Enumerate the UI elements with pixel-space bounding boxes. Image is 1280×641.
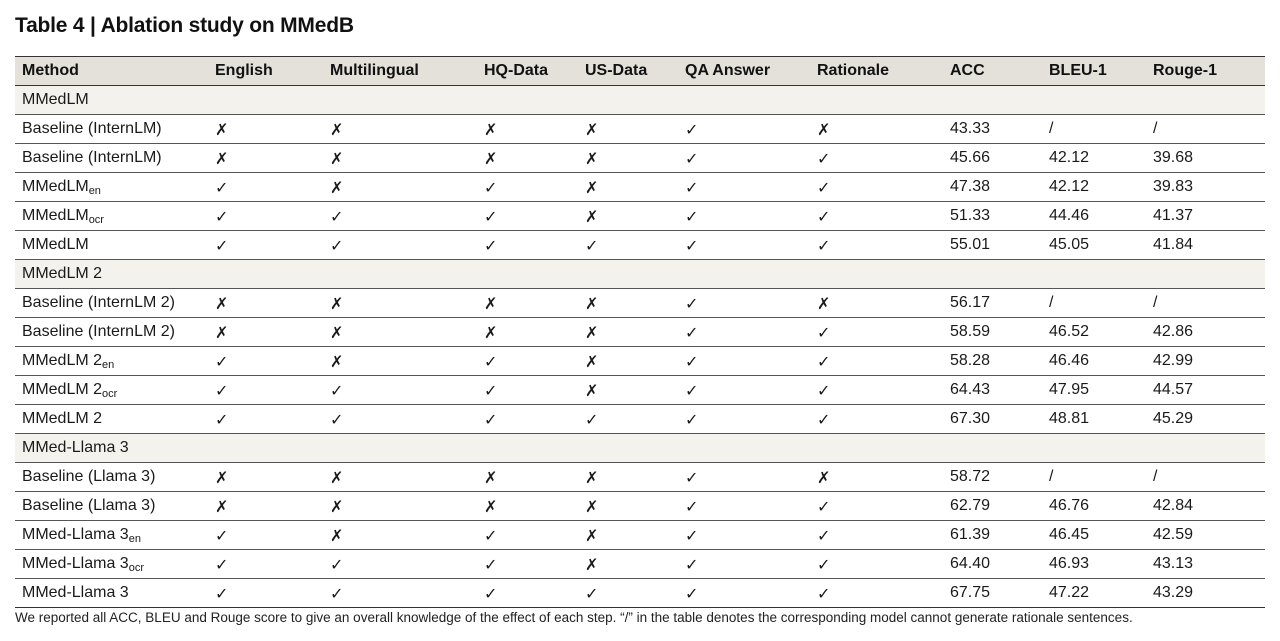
rationale-cell: ✓ xyxy=(810,144,943,173)
rouge-1-cell: 42.59 xyxy=(1146,521,1265,550)
rationale-cell: ✓ xyxy=(810,347,943,376)
us-data-cell: ✓ xyxy=(578,579,678,608)
us-data-cell: ✗ xyxy=(578,115,678,144)
column-header-hq-data: HQ-Data xyxy=(477,57,578,86)
rationale-cell: ✓ xyxy=(810,579,943,608)
qa-answer-cell: ✓ xyxy=(678,115,810,144)
rationale-cell: ✓ xyxy=(810,405,943,434)
multilingual-cell: ✓ xyxy=(323,405,477,434)
method-name: MMedLM 2 xyxy=(22,410,103,427)
method-name: MMedLM 2 xyxy=(22,381,103,398)
method-name: MMedLM 2 xyxy=(22,352,103,369)
multilingual-cell: ✗ xyxy=(323,144,477,173)
table-row xyxy=(15,173,1265,202)
method-cell xyxy=(15,289,208,318)
english-cell: ✗ xyxy=(208,289,323,318)
method-name: Baseline (Llama 3) xyxy=(22,497,156,514)
bleu-1-cell: 46.76 xyxy=(1042,492,1146,521)
qa-answer-cell: ✓ xyxy=(678,347,810,376)
bleu-1-cell: 47.22 xyxy=(1042,579,1146,608)
rouge-1-cell: 43.13 xyxy=(1146,550,1265,579)
method-name: MMedLM xyxy=(22,178,89,195)
bleu-1-cell: / xyxy=(1042,115,1146,144)
rationale-cell: ✓ xyxy=(810,376,943,405)
multilingual-cell: ✓ xyxy=(323,376,477,405)
table-row xyxy=(15,463,1265,492)
bleu-1-cell: 46.52 xyxy=(1042,318,1146,347)
hq-data-cell: ✗ xyxy=(477,492,578,521)
method-name: Baseline (InternLM 2) xyxy=(22,323,175,340)
multilingual-cell: ✗ xyxy=(323,521,477,550)
column-header-bleu-1: BLEU-1 xyxy=(1042,57,1146,86)
hq-data-cell: ✓ xyxy=(477,173,578,202)
bleu-1-cell: 42.12 xyxy=(1042,173,1146,202)
acc-cell: 45.66 xyxy=(943,144,1042,173)
method-cell xyxy=(15,144,208,173)
hq-data-cell: ✗ xyxy=(477,318,578,347)
us-data-cell: ✗ xyxy=(578,521,678,550)
group-label: MMedLM xyxy=(15,86,1265,115)
multilingual-cell: ✗ xyxy=(323,318,477,347)
method-name: MMed-Llama 3 xyxy=(22,584,129,601)
rationale-cell: ✓ xyxy=(810,318,943,347)
group-row xyxy=(15,86,1265,115)
column-header-english: English xyxy=(208,57,323,86)
table-row xyxy=(15,231,1265,260)
us-data-cell: ✓ xyxy=(578,405,678,434)
method-name: Baseline (InternLM) xyxy=(22,149,162,166)
bleu-1-cell: 46.93 xyxy=(1042,550,1146,579)
acc-cell: 58.59 xyxy=(943,318,1042,347)
method-cell xyxy=(15,376,208,405)
english-cell: ✓ xyxy=(208,521,323,550)
rouge-1-cell: 42.99 xyxy=(1146,347,1265,376)
rouge-1-cell: 39.83 xyxy=(1146,173,1265,202)
column-header-rationale: Rationale xyxy=(810,57,943,86)
hq-data-cell: ✗ xyxy=(477,144,578,173)
us-data-cell: ✗ xyxy=(578,550,678,579)
rationale-cell: ✓ xyxy=(810,492,943,521)
column-header-qa-answer: QA Answer xyxy=(678,57,810,86)
multilingual-cell: ✓ xyxy=(323,550,477,579)
qa-answer-cell: ✓ xyxy=(678,521,810,550)
us-data-cell: ✗ xyxy=(578,173,678,202)
rationale-cell: ✗ xyxy=(810,115,943,144)
qa-answer-cell: ✓ xyxy=(678,492,810,521)
multilingual-cell: ✗ xyxy=(323,492,477,521)
table-row xyxy=(15,550,1265,579)
acc-cell: 58.72 xyxy=(943,463,1042,492)
hq-data-cell: ✓ xyxy=(477,376,578,405)
hq-data-cell: ✓ xyxy=(477,579,578,608)
multilingual-cell: ✗ xyxy=(323,289,477,318)
us-data-cell: ✗ xyxy=(578,318,678,347)
rationale-cell: ✓ xyxy=(810,173,943,202)
rouge-1-cell: 41.84 xyxy=(1146,231,1265,260)
method-subscript: ocr xyxy=(128,562,144,574)
bleu-1-cell: 45.05 xyxy=(1042,231,1146,260)
qa-answer-cell: ✓ xyxy=(678,144,810,173)
bleu-1-cell: 42.12 xyxy=(1042,144,1146,173)
english-cell: ✗ xyxy=(208,144,323,173)
method-name: MMedLM xyxy=(22,236,89,253)
hq-data-cell: ✗ xyxy=(477,115,578,144)
method-name: MMed-Llama 3 xyxy=(22,526,129,543)
method-name: MMed-Llama 3 xyxy=(22,555,129,572)
method-name: Baseline (InternLM 2) xyxy=(22,294,175,311)
acc-cell: 61.39 xyxy=(943,521,1042,550)
english-cell: ✗ xyxy=(208,463,323,492)
acc-cell: 51.33 xyxy=(943,202,1042,231)
method-name: Baseline (InternLM) xyxy=(22,120,162,137)
rouge-1-cell: / xyxy=(1146,463,1265,492)
bleu-1-cell: 44.46 xyxy=(1042,202,1146,231)
method-cell xyxy=(15,405,208,434)
method-cell xyxy=(15,231,208,260)
hq-data-cell: ✓ xyxy=(477,405,578,434)
rationale-cell: ✓ xyxy=(810,231,943,260)
table-row xyxy=(15,318,1265,347)
table-row xyxy=(15,492,1265,521)
acc-cell: 64.43 xyxy=(943,376,1042,405)
bleu-1-cell: 46.45 xyxy=(1042,521,1146,550)
qa-answer-cell: ✓ xyxy=(678,376,810,405)
group-row xyxy=(15,434,1265,463)
column-header-method: Method xyxy=(15,57,208,86)
group-label: MMedLM 2 xyxy=(15,260,1265,289)
bleu-1-cell: 48.81 xyxy=(1042,405,1146,434)
acc-cell: 47.38 xyxy=(943,173,1042,202)
multilingual-cell: ✗ xyxy=(323,463,477,492)
table-row xyxy=(15,202,1265,231)
method-cell xyxy=(15,579,208,608)
method-cell xyxy=(15,318,208,347)
us-data-cell: ✗ xyxy=(578,144,678,173)
table-row xyxy=(15,579,1265,608)
hq-data-cell: ✗ xyxy=(477,289,578,318)
acc-cell: 64.40 xyxy=(943,550,1042,579)
qa-answer-cell: ✓ xyxy=(678,405,810,434)
method-cell xyxy=(15,550,208,579)
us-data-cell: ✗ xyxy=(578,289,678,318)
acc-cell: 55.01 xyxy=(943,231,1042,260)
column-header-rouge-1: Rouge-1 xyxy=(1146,57,1265,86)
method-cell xyxy=(15,202,208,231)
table-footnote: We reported all ACC, BLEU and Rouge score to give an overall knowledge of the effect of each step. “/” in the table denotes the corresponding model cannot generate rationale sentences. xyxy=(15,610,1133,625)
method-cell xyxy=(15,521,208,550)
multilingual-cell: ✗ xyxy=(323,347,477,376)
hq-data-cell: ✓ xyxy=(477,550,578,579)
qa-answer-cell: ✓ xyxy=(678,550,810,579)
qa-answer-cell: ✓ xyxy=(678,231,810,260)
table-row xyxy=(15,144,1265,173)
english-cell: ✗ xyxy=(208,115,323,144)
english-cell: ✓ xyxy=(208,376,323,405)
table-row xyxy=(15,405,1265,434)
acc-cell: 56.17 xyxy=(943,289,1042,318)
us-data-cell: ✗ xyxy=(578,202,678,231)
acc-cell: 67.30 xyxy=(943,405,1042,434)
qa-answer-cell: ✓ xyxy=(678,579,810,608)
table-row xyxy=(15,289,1265,318)
english-cell: ✓ xyxy=(208,231,323,260)
acc-cell: 43.33 xyxy=(943,115,1042,144)
table-header xyxy=(15,57,1265,86)
rouge-1-cell: 43.29 xyxy=(1146,579,1265,608)
rationale-cell: ✓ xyxy=(810,521,943,550)
column-header-us-data: US-Data xyxy=(578,57,678,86)
rationale-cell: ✗ xyxy=(810,289,943,318)
rouge-1-cell: / xyxy=(1146,115,1265,144)
method-subscript: en xyxy=(88,185,101,197)
hq-data-cell: ✓ xyxy=(477,347,578,376)
group-label: MMed-Llama 3 xyxy=(15,434,1265,463)
header-row xyxy=(15,57,1265,86)
english-cell: ✓ xyxy=(208,202,323,231)
bleu-1-cell: 46.46 xyxy=(1042,347,1146,376)
method-name: Baseline (Llama 3) xyxy=(22,468,156,485)
rationale-cell: ✓ xyxy=(810,550,943,579)
us-data-cell: ✗ xyxy=(578,347,678,376)
acc-cell: 62.79 xyxy=(943,492,1042,521)
method-subscript: ocr xyxy=(88,214,104,226)
multilingual-cell: ✗ xyxy=(323,115,477,144)
bleu-1-cell: / xyxy=(1042,289,1146,318)
english-cell: ✓ xyxy=(208,579,323,608)
method-cell xyxy=(15,492,208,521)
table-row xyxy=(15,376,1265,405)
method-cell xyxy=(15,173,208,202)
english-cell: ✓ xyxy=(208,173,323,202)
ablation-table xyxy=(15,56,1265,608)
us-data-cell: ✗ xyxy=(578,376,678,405)
table-body xyxy=(15,86,1265,608)
english-cell: ✓ xyxy=(208,550,323,579)
rouge-1-cell: 45.29 xyxy=(1146,405,1265,434)
table-row xyxy=(15,115,1265,144)
method-cell xyxy=(15,347,208,376)
rouge-1-cell: 39.68 xyxy=(1146,144,1265,173)
qa-answer-cell: ✓ xyxy=(678,318,810,347)
table-row xyxy=(15,347,1265,376)
us-data-cell: ✗ xyxy=(578,492,678,521)
hq-data-cell: ✓ xyxy=(477,231,578,260)
english-cell: ✗ xyxy=(208,492,323,521)
english-cell: ✓ xyxy=(208,405,323,434)
us-data-cell: ✓ xyxy=(578,231,678,260)
acc-cell: 58.28 xyxy=(943,347,1042,376)
method-subscript: en xyxy=(128,533,141,545)
table-row xyxy=(15,521,1265,550)
hq-data-cell: ✓ xyxy=(477,202,578,231)
qa-answer-cell: ✓ xyxy=(678,463,810,492)
group-row xyxy=(15,260,1265,289)
qa-answer-cell: ✓ xyxy=(678,289,810,318)
method-cell xyxy=(15,115,208,144)
hq-data-cell: ✗ xyxy=(477,463,578,492)
english-cell: ✓ xyxy=(208,347,323,376)
method-subscript: en xyxy=(102,359,115,371)
english-cell: ✗ xyxy=(208,318,323,347)
multilingual-cell: ✓ xyxy=(323,202,477,231)
qa-answer-cell: ✓ xyxy=(678,173,810,202)
rouge-1-cell: 41.37 xyxy=(1146,202,1265,231)
rationale-cell: ✗ xyxy=(810,463,943,492)
rouge-1-cell: 44.57 xyxy=(1146,376,1265,405)
column-header-acc: ACC xyxy=(943,57,1042,86)
bleu-1-cell: 47.95 xyxy=(1042,376,1146,405)
method-name: MMedLM xyxy=(22,207,89,224)
rouge-1-cell: 42.84 xyxy=(1146,492,1265,521)
acc-cell: 67.75 xyxy=(943,579,1042,608)
bleu-1-cell: / xyxy=(1042,463,1146,492)
multilingual-cell: ✓ xyxy=(323,231,477,260)
multilingual-cell: ✗ xyxy=(323,173,477,202)
column-header-multilingual: Multilingual xyxy=(323,57,477,86)
table-title: Table 4 | Ablation study on MMedB xyxy=(15,14,354,37)
qa-answer-cell: ✓ xyxy=(678,202,810,231)
hq-data-cell: ✓ xyxy=(477,521,578,550)
multilingual-cell: ✓ xyxy=(323,579,477,608)
rouge-1-cell: / xyxy=(1146,289,1265,318)
rationale-cell: ✓ xyxy=(810,202,943,231)
us-data-cell: ✗ xyxy=(578,463,678,492)
method-subscript: ocr xyxy=(102,388,118,400)
rouge-1-cell: 42.86 xyxy=(1146,318,1265,347)
method-cell xyxy=(15,463,208,492)
